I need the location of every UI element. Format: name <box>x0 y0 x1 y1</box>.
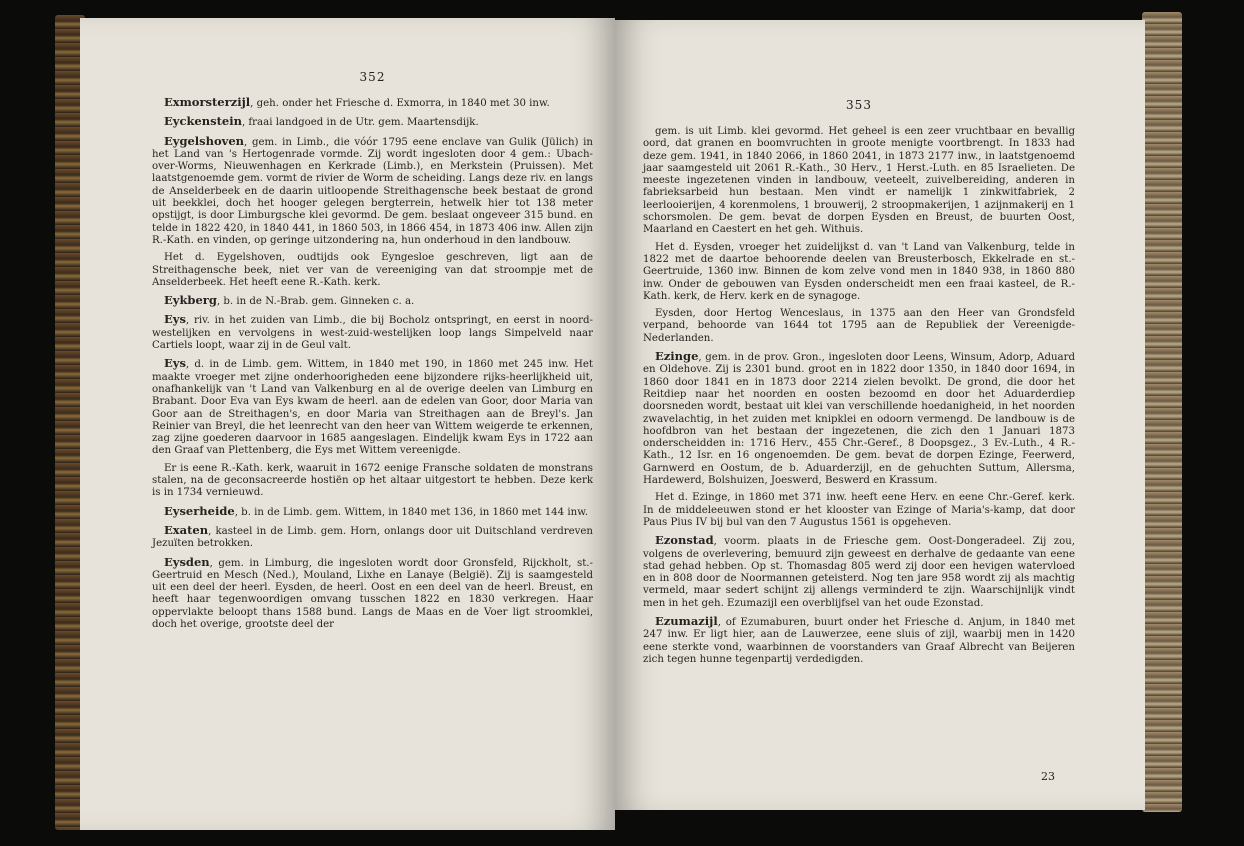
entry-text: Eysden, door Hertog Wenceslaus, in 1375 aan den Heer van Grondsfeld verpand, behoorde van 1644 tot 1795 aan de Republiek der Vereenigde-Nederlanden. <box>643 308 1075 344</box>
signature-mark: 23 <box>1041 770 1055 783</box>
entry-text: , gem. in Limburg, die ingesloten wordt door Gronsfeld, Rijckholt, st.-Geertruid en Mesch (Ned.), Mouland, Lixhe en Lanaye (België). Zij is saamgesteld uit een deel der heerl. Eysden, de heerl. Oost en een deel van de heerl. Breust, en heeft haar tegenwoordigen omvang tusschen 1822 en 1830 verkregen. Haar oppervlakte beloopt thans 1588 bund. Langs de Maas en de Voer ligt stroomklei, doch het overige, grootste deel der <box>152 557 593 630</box>
entry-headword: Ezonstad <box>655 533 714 548</box>
entry-text: , d. in de Limb. gem. Wittem, in 1840 met 190, in 1860 met 245 inw. Het maakte vroeger met zijne onderhoorigheden eene bijzondere rijks-heerlijkheid uit, onafhankelijk van 't Land van Valkenburg en al de overige deelen van Limburg en Brabant. Door Eva van Eys kwam de heerl. aan de edelen van Goor, door Maria van Goor aan de Streithagen's, en door Maria van Streithagen aan de Breyl's. Jan Reinier van Breyl, die het leenrecht van den heer van Wittem weigerde te erkennen, zag zijne goederen daarvoor in 1685 aangeslagen. Eindelijk kwam Eys in 1722 aan den Graaf van Plettenberg, die Eys met Wittem vereenigde. <box>152 359 593 457</box>
entry-headword: Eys <box>164 356 186 371</box>
entries-list <box>152 96 593 631</box>
entry-text: , gem. in de prov. Gron., ingesloten door Leens, Winsum, Adorp, Aduard en Oldehove. Zij is 2301 bund. groot en in 1822 door 1350, in 1840 door 1694, in 1860 door 1841 en in 1873 door 2214 zielen bevolkt. De grond, die door het Reitdiep naar het noorden en oosten bezoomd en door het Aduarderdiep doorsneden wordt, bestaat uit klei van verschillende hoedanigheid, in het noorden zwavelachtig, in het zuiden met knipklei en odoorn vermengd. De landbouw is de hoofdbron van het bestaan der ingezetenen, die zich den 1 Januari 1873 onderscheidden in: 1716 Herv., 455 Chr.-Geref., 8 Doopsgez., 3 Ev.-Luth., 4 R.-Kath., 12 Isr. en 16 ongenoemden. De gem. bevat de dorpen Ezinge, Feerwerd, Garnwerd en Oostum, de b. Aduarderzijl, en de gehuchten Suttum, Allersma, Hardewerd, Bolshuizen, Joeswerd, Beswerd en Krassum. <box>643 352 1075 487</box>
entry-headword: Ezinge <box>655 349 699 364</box>
dictionary-entry <box>643 126 1075 237</box>
entry-text: Het d. Ezinge, in 1860 met 371 inw. heeft eene Herv. en eene Chr.-Geref. kerk. In de middeleeuwen stond er het klooster van Ezinge of Maria's-kamp, dat door Paus Pius IV bij bul van den 7 Augustus 1561 is opgeheven. <box>643 492 1075 528</box>
entry-text: , fraai landgoed in de Utr. gem. Maartensdijk. <box>241 117 479 129</box>
entry-text: , voorm. plaats in de Friesche gem. Oost-Dongeradeel. Zij zou, volgens de overlevering, bemuurd zijn geweest en derhalve de gedaante van eene stad gehad hebben. Op st. Thomasdag 805 werd zij door een hevigen watervloed en in 808 door de Noormannen geteisterd. Nog ten jare 958 wordt zij als machtig vermeld, maar sedert schijnt zij allengs verminderd te zijn. Waarschijnlijk vindt men in het geh. Ezumazijl een overblijfsel van het oude Ezonstad. <box>643 536 1075 609</box>
entry-headword: Eykberg <box>164 293 217 308</box>
book-binding-right <box>1142 12 1182 812</box>
dictionary-entry <box>152 463 593 500</box>
dictionary-entry <box>152 135 593 248</box>
entry-text: , geh. onder het Friesche d. Exmorra, in 1840 met 30 inw. <box>250 98 550 109</box>
dictionary-entry <box>643 534 1075 610</box>
dictionary-entry <box>643 492 1075 529</box>
dictionary-entry <box>152 115 593 129</box>
entry-text: , of Ezumaburen, buurt onder het Friesche d. Anjum, in 1840 met 247 inw. Er ligt hier, aan de Lauwerzee, eene sluis of zijl, waarbij men in 1420 eene sterkte vond, waarbinnen de voorstanders van Graaf Albrecht van Beijeren zich tegen hunne tegenpartij verdedigden. <box>643 616 1075 665</box>
dictionary-entry <box>643 350 1075 487</box>
entry-text: gem. is uit Limb. klei gevormd. Het geheel is een zeer vruchtbaar en bevallig oord, dat granen en boomvruchten in groote menigte voortbrengt. In 1833 had deze gem. 1941, in 1840 2066, in 1860 2041, in 1873 2177 inw., in laatstgenoemd jaar saamgesteld uit 2061 R.-Kath., 30 Herv., 1 Herst.-Luth. en 85 Israelieten. De meeste ingezetenen vinden in landbouw, veeteelt, zuivelbereiding, anderen in fabrieksarbeid hun bestaan. Men vindt er namelijk 1 zinkwitfabriek, 2 leerlooierijen, 4 korenmolens, 1 brouwerij, 2 stroopmakerijen, 1 azijnmakerij en 1 schorsmolen. De gem. bevat de dorpen Eysden en Breust, de buurten Oost, Maarland en Caestert en het geh. Withuis. <box>643 126 1075 236</box>
entry-headword: Eys <box>164 312 186 327</box>
page-number: 352 <box>359 70 386 84</box>
entry-headword: Eyckenstein <box>164 114 242 129</box>
entry-text: , b. in de N.-Brab. gem. Ginneken c. a. <box>216 296 415 308</box>
entry-headword: Eyserheide <box>164 503 235 518</box>
dictionary-entry <box>643 308 1075 345</box>
entry-headword: Exaten <box>164 522 209 537</box>
dictionary-entry <box>152 294 593 308</box>
dictionary-entry <box>152 252 593 289</box>
entry-headword: Exmorsterzijl <box>164 95 251 109</box>
entry-text: Het d. Eygelshoven, oudtijds ook Eyngesloe geschreven, ligt aan de Streithagensche beek, niet ver van de vereeniging van dat stroompje met de Anselderbeek. Het heeft eene R.-Kath. kerk. <box>152 252 593 288</box>
dictionary-entry <box>152 524 593 551</box>
dictionary-entry <box>643 242 1075 303</box>
entry-headword: Ezumazijl <box>655 613 718 628</box>
dictionary-entry <box>152 505 593 519</box>
entry-text: , gem. in Limb., die vóór 1795 eene enclave van Gulik (Jülich) in het Land van 's Hertogenrade vormde. Zij wordt ingesloten door 4 gem.: Ubach-over-Worms, Nieuwenhagen en Kerkrade (Limb.), en Merkstein (Pruissen). Met laatstgenoemde gem. vormt de rivier de Worm de scheiding. Langs deze riv. en langs de Anselderbeek en de daarin uitloopende Streithagensche beek bestaat de grond uit beekklei, doch het hooger gelegen bergterrein, hetwelk hier tot 138 meter opstijgt, is door Limburgsche klei gevormd. De gem. beslaat ongeveer 315 bund. en telde in 1822 420, in 1840 441, in 1860 503, in 1866 454, in 1873 406 inw. Allen zijn R.-Kath. en vinden, op geringe uitzondering na, hun onderhoud in den landbouw. <box>152 136 593 246</box>
entry-text: Er is eene R.-Kath. kerk, waaruit in 1672 eenige Fransche soldaten de monstrans stalen, na de geconsacreerde hostiën op het altaar uitgestort te hebben. Deze kerk is in 1734 vernieuwd. <box>152 462 593 499</box>
entry-headword: Eygelshoven <box>164 133 245 148</box>
dictionary-entry <box>152 313 593 352</box>
right-page <box>615 20 1145 810</box>
entry-text: , kasteel in de Limb. gem. Horn, onlangs door uit Duitschland verdreven Jezuïten betrokken. <box>152 525 593 550</box>
entry-text: Het d. Eysden, vroeger het zuidelijkst d. van 't Land van Valkenburg, telde in 1822 met de daartoe behoorende deelen van Breusterbosch, Ekkelrade en st.-Geertruide, 1360 inw. Binnen de kom zelve vond men in 1840 938, in 1860 880 inw. Onder de gebouwen van Eysden onderscheidt men een fraai kasteel, de R.-Kath. kerk, de Herv. kerk en de synagoge. <box>643 241 1075 302</box>
dictionary-entry <box>152 357 593 457</box>
entry-text: , b. in de Limb. gem. Wittem, in 1840 met 136, in 1860 met 144 inw. <box>234 506 588 518</box>
dictionary-entry <box>152 556 593 632</box>
entry-text: , riv. in het zuiden van Limb., die bij Bocholz ontspringt, en eerst in noord-westelijken en vervolgens in west-zuid-westelijken loop langs Simpelveld naar Cartiels loopt, waar zij in de Geul valt. <box>152 315 593 352</box>
entries-list <box>643 126 1075 666</box>
dictionary-entry <box>152 96 593 110</box>
entry-headword: Eysden <box>164 554 210 569</box>
page-number: 353 <box>846 98 872 112</box>
left-page <box>80 18 615 830</box>
dictionary-entry <box>643 615 1075 666</box>
